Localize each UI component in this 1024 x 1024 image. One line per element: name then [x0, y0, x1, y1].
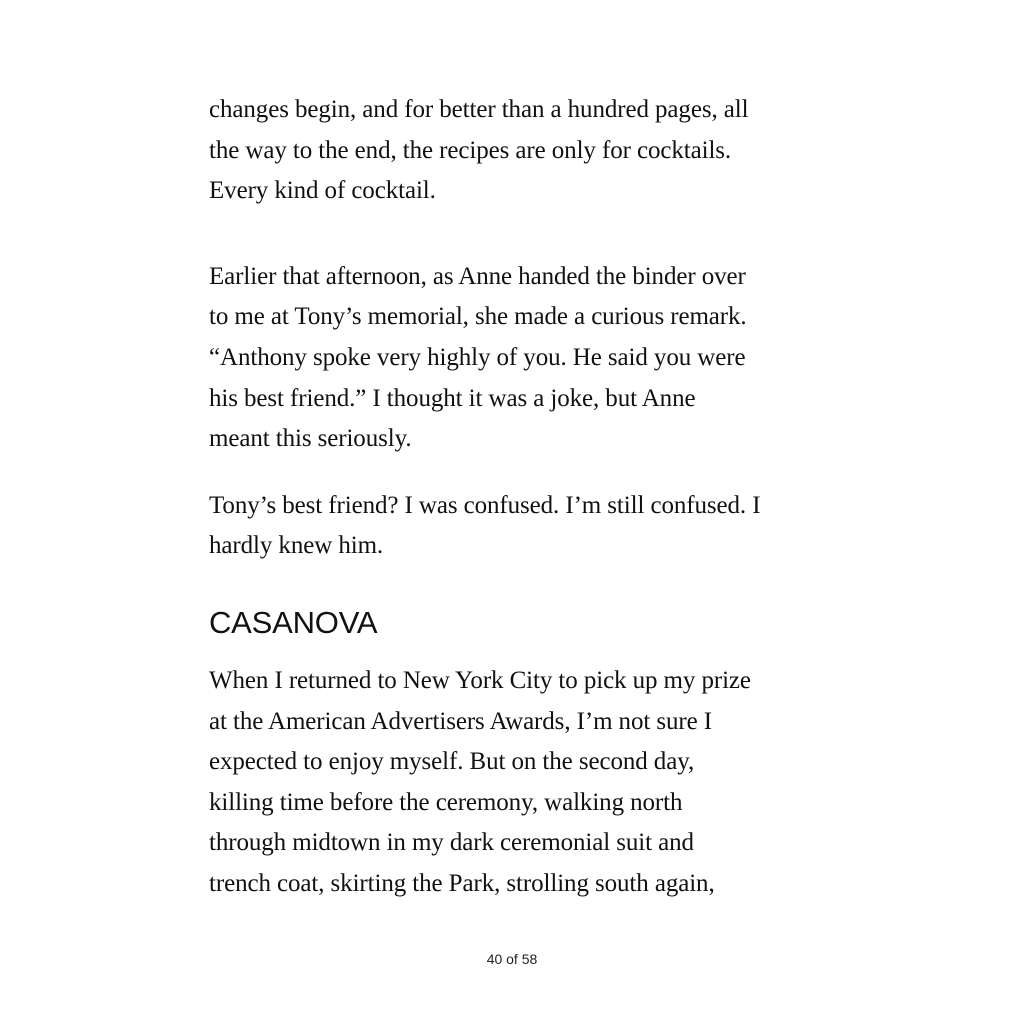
text-line: Earlier that afternoon, as Anne handed the binder over	[209, 262, 746, 290]
section-heading: CASANOVA	[209, 604, 378, 640]
text-line: changes begin, and for better than a hundred pages, all	[209, 96, 749, 123]
text-line: meant this seriously.	[209, 425, 412, 453]
text-line: hardly knew him.	[209, 532, 384, 560]
text-line: When I returned to New York City to pick up my prize	[209, 666, 751, 694]
text-line: his best friend.” I thought it was a joke, but Anne	[209, 384, 696, 412]
text-line: killing time before the ceremony, walking north	[209, 788, 683, 816]
text-line: Every kind of cocktail.	[209, 177, 436, 205]
text-line: the way to the end, the recipes are only for cocktails.	[209, 136, 732, 164]
text-line: trench coat, skirting the Park, strolling south again,	[209, 869, 715, 897]
text-line: to me at Tony’s memorial, she made a curious remark.	[209, 303, 747, 331]
paragraph-memorial	[209, 257, 829, 460]
document-page	[209, 90, 829, 905]
paragraph-new-york	[209, 661, 829, 905]
page-indicator: 40 of 58	[486, 951, 538, 967]
paragraph-best-friend	[209, 486, 829, 567]
text-line: expected to enjoy myself. But on the second day,	[209, 748, 695, 776]
text-line: through midtown in my dark ceremonial suit and	[209, 829, 694, 857]
text-line: Tony’s best friend? I was confused. I’m still confused. I	[209, 491, 761, 519]
text-line: “Anthony spoke very highly of you. He said you were	[209, 343, 746, 371]
text-line: at the American Advertisers Awards, I’m not sure I	[209, 707, 712, 735]
paragraph-cocktail-recipes	[209, 90, 829, 212]
